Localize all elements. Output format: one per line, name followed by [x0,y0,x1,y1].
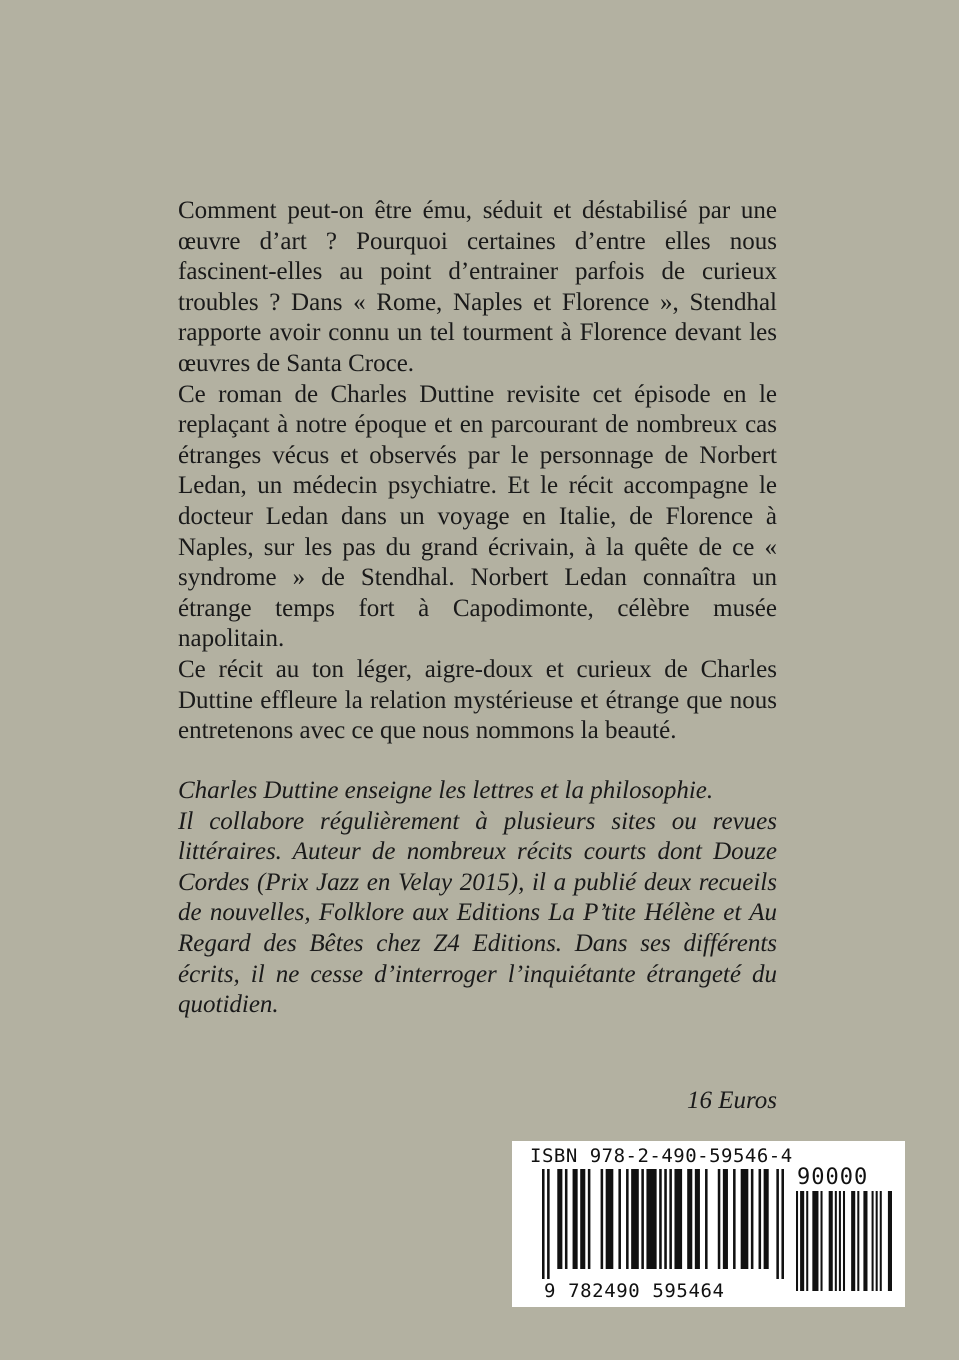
synopsis-paragraph-2: Ce roman de Charles Duttine revisite cet épisode en le replaçant à notre époque et en parcourant de nombreux cas étranges vécus et observés par le personnage de Norbert Ledan, un médecin psychiatre. Et le récit accompagne le docteur Ledan dans un voyage en Italie, de Florence à Naples, sur les pas du grand écrivain, à la quête de ce « syndrome » de Stendhal. Norbert Ledan connaîtra un étrange temps fort à Capodimonte, célèbre musée napolitain. [178,380,777,653]
barcode-bar [718,1169,721,1269]
barcode-bar [618,1169,621,1269]
barcode-bar [796,1191,798,1291]
barcode-bar [741,1169,749,1269]
author-bio [178,776,777,1021]
barcode-bar [547,1169,550,1279]
barcode-bar [641,1169,644,1269]
barcode-bars-main [542,1169,784,1279]
author-bio-line-1: Charles Duttine enseigne les lettres et la philosophie. [178,777,714,804]
barcode-bar [764,1169,769,1269]
barcode-bar [751,1169,754,1269]
barcode-bar [664,1169,667,1269]
barcode-bar [606,1169,614,1269]
barcode-bar [687,1169,692,1269]
barcode-bar [876,1191,878,1291]
barcode-bar [800,1191,804,1291]
barcode-bar [888,1191,892,1291]
barcode-bar [542,1169,545,1279]
price-label: 16 Euros [686,1087,777,1114]
barcode-bar [851,1191,855,1291]
ean-digits: 9 782490 595464 [544,1280,725,1302]
barcode-bar [781,1169,784,1279]
barcode-bar [580,1169,585,1269]
barcode-bar [659,1169,662,1269]
barcode-bars-addon [796,1191,892,1291]
barcode-bar [821,1191,823,1291]
barcode-bar [601,1169,604,1269]
barcode-bar [733,1169,736,1269]
barcode-bar [812,1191,818,1291]
barcode-bar [588,1169,591,1269]
barcode [512,1141,905,1307]
barcode-bar [839,1191,841,1291]
barcode-bar [631,1169,639,1269]
barcode-bar [863,1191,867,1291]
barcode-bar [835,1191,837,1291]
barcode-bar [695,1169,700,1269]
barcode-bar [806,1191,808,1291]
barcode-bar [857,1191,859,1291]
addon-price-code: 90000 [797,1165,869,1190]
barcode-bar [626,1169,629,1269]
barcode-bar [872,1191,874,1291]
barcode-bar [705,1169,708,1269]
barcode-bar [880,1191,882,1291]
barcode-bar [565,1169,568,1269]
barcode-bar [759,1169,762,1269]
author-bio-paragraph-2: Il collabore régulièrement à plusieurs sites ou revues littéraires. Auteur de nombreux récits courts dont Douze Cordes (Prix Jazz en Velay 2015), il a publié deux recueils de nouvelles, Folklore aux Editions La P’tite Hélène et Au Regard des Bêtes chez Z4 Editions. Dans ses différents écrits, il ne cesse d’interroger l’inquiétante étrangeté du quotidien. [178,807,777,1019]
synopsis [178,196,777,747]
barcode-bar [674,1169,682,1269]
barcode-bar [829,1191,833,1291]
barcode-bar [573,1169,578,1269]
barcode-bar [843,1191,845,1291]
barcode-bar [557,1169,562,1269]
synopsis-paragraph-3: Ce récit au ton léger, aigre-doux et curieux de Charles Duttine effleure la relation mystérieuse et étrange que nous entretenons avec ce que nous nommons la beauté. [178,655,777,745]
barcode-bar [646,1169,656,1269]
isbn-text: ISBN 978-2-490-59546-4 [530,1145,793,1167]
synopsis-paragraph-1: Comment peut-on être ému, séduit et déstabilisé par une œuvre d’art ? Pourquoi certaines d’entre elles nous fascinent-elles au point d’entrainer parfois de curieux troubles ? Dans « Rome, Naples et Florence », Stendhal rapporte avoir connu un tel tourment à Florence devant les œuvres de Santa Croce. [178,197,777,377]
barcode-bar [723,1169,728,1269]
barcode-bar [669,1169,672,1269]
barcode-bar [776,1169,779,1279]
